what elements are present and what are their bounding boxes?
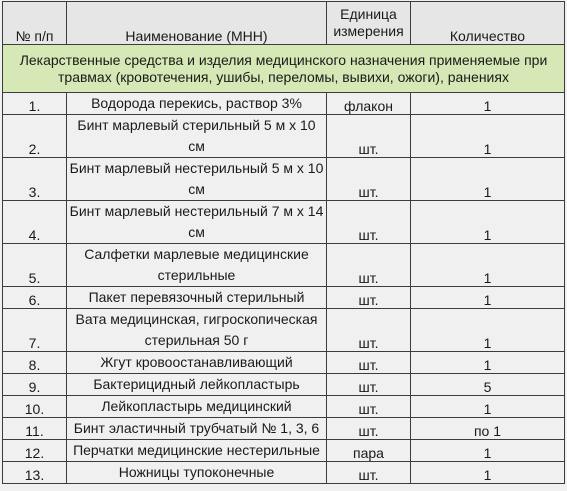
header-unit: Единица измерения — [327, 2, 411, 45]
table-row — [3, 287, 565, 309]
row-quantity: 1 — [411, 93, 565, 115]
row-quantity: 1 — [411, 287, 565, 309]
first-aid-kit-table — [2, 1, 565, 484]
row-quantity: по 1 — [411, 418, 565, 440]
row-number: 12. — [3, 440, 67, 462]
row-item-name: Бинт марлевый нестерильный 7 м х 14 см — [67, 201, 327, 244]
row-quantity: 1 — [411, 115, 565, 158]
row-number: 9. — [3, 374, 67, 396]
row-number: 11. — [3, 418, 67, 440]
row-number: 10. — [3, 396, 67, 418]
header-number: № п/п — [3, 2, 67, 45]
row-quantity: 1 — [411, 440, 565, 462]
row-unit: шт. — [327, 201, 411, 244]
row-item-name: Водорода перекись, раствор 3% — [67, 93, 327, 115]
row-number: 2. — [3, 115, 67, 158]
row-quantity: 1 — [411, 462, 565, 484]
row-number: 3. — [3, 158, 67, 201]
row-item-name: Бинт эластичный трубчатый № 1, 3, 6 — [67, 418, 327, 440]
row-number: 6. — [3, 287, 67, 309]
table-row — [3, 396, 565, 418]
table-row — [3, 440, 565, 462]
table-row — [3, 244, 565, 287]
row-quantity: 1 — [411, 352, 565, 374]
header-quantity: Количество — [411, 2, 565, 45]
table-row — [3, 309, 565, 352]
row-number: 4. — [3, 201, 67, 244]
table-row — [3, 201, 565, 244]
row-item-name: Бинт марлевый нестерильный 5 м х 10 см — [67, 158, 327, 201]
row-unit: шт. — [327, 158, 411, 201]
table-row — [3, 115, 565, 158]
row-number: 13. — [3, 462, 67, 484]
row-unit: шт. — [327, 374, 411, 396]
row-number: 7. — [3, 309, 67, 352]
row-quantity: 1 — [411, 309, 565, 352]
row-unit: пара — [327, 440, 411, 462]
row-unit: шт. — [327, 244, 411, 287]
row-number: 1. — [3, 93, 67, 115]
section-title: Лекарственные средства и изделия медицинского назначения применяемые при травмах (кровотечения, ушибы, переломы, вывихи, ожоги), ранениях — [3, 45, 565, 93]
row-item-name: Вата медицинская, гигроскопическая стерильная 50 г — [67, 309, 327, 352]
row-item-name: Ножницы тупоконечные — [67, 462, 327, 484]
row-quantity: 1 — [411, 396, 565, 418]
row-unit: шт. — [327, 396, 411, 418]
row-number: 8. — [3, 352, 67, 374]
row-quantity: 1 — [411, 158, 565, 201]
table-row — [3, 374, 565, 396]
row-item-name: Лейкопластырь медицинский — [67, 396, 327, 418]
row-item-name: Бактерицидный лейкопластырь — [67, 374, 327, 396]
row-unit: шт. — [327, 352, 411, 374]
row-item-name: Бинт марлевый стерильный 5 м х 10 см — [67, 115, 327, 158]
table-row — [3, 158, 565, 201]
table-header-row — [3, 2, 565, 45]
section-row — [3, 45, 565, 93]
header-name: Наименование (МНН) — [67, 2, 327, 45]
row-unit: шт. — [327, 287, 411, 309]
table-row — [3, 352, 565, 374]
row-quantity: 5 — [411, 374, 565, 396]
row-unit: шт. — [327, 418, 411, 440]
table-row — [3, 93, 565, 115]
row-item-name: Перчатки медицинские нестерильные — [67, 440, 327, 462]
row-quantity: 1 — [411, 201, 565, 244]
row-unit: флакон — [327, 93, 411, 115]
row-quantity: 1 — [411, 244, 565, 287]
table-row — [3, 418, 565, 440]
table-row — [3, 462, 565, 484]
row-item-name: Жгут кровоостанавливающий — [67, 352, 327, 374]
row-item-name: Пакет перевязочный стерильный — [67, 287, 327, 309]
row-item-name: Салфетки марлевые медицинские стерильные — [67, 244, 327, 287]
row-unit: шт. — [327, 115, 411, 158]
row-unit: шт. — [327, 462, 411, 484]
row-unit: шт. — [327, 309, 411, 352]
row-number: 5. — [3, 244, 67, 287]
